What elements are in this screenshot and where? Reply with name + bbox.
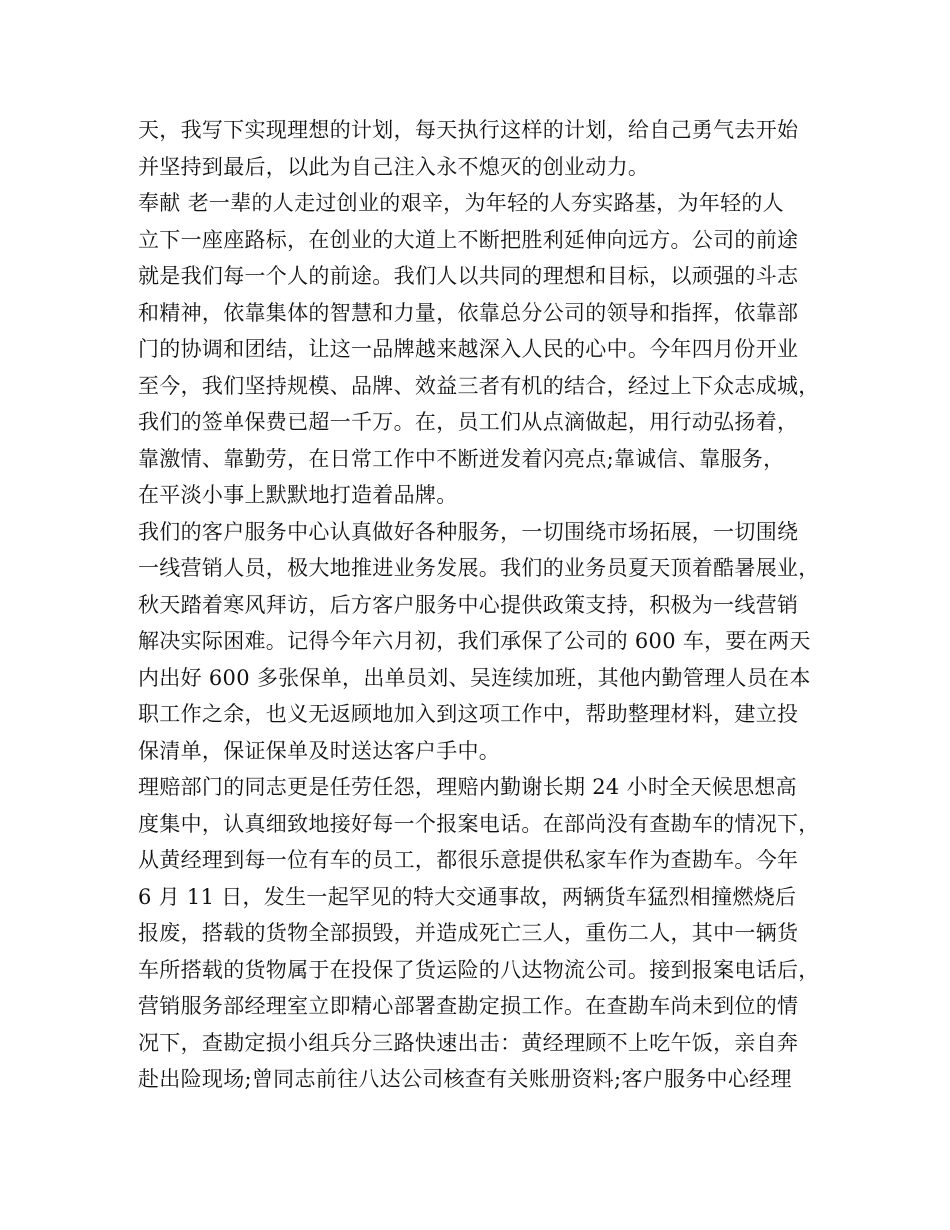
text-line: 就是我们每一个人的前途。我们人以共同的理想和目标，以顽强的斗志 — [138, 264, 799, 288]
text-line: 我们的客户服务中心认真做好各种服务，一切围绕市场拓展，一切围绕 — [138, 519, 799, 544]
text-line: 从黄经理到每一位有车的员工，都很乐意提供私家车作为查勘车。今年 — [138, 848, 799, 872]
text-line: 况下，查勘定损小组兵分三路快速出击：黄经理顾不上吃午饭，亲自奔 — [138, 1030, 799, 1055]
text-line: 奉献 老一辈的人走过创业的艰辛，为年轻的人夯实路基，为年轻的人 — [138, 191, 784, 215]
text-line: 一线营销人员，极大地推进业务发展。我们的业务员夏天顶着酷暑展业， — [138, 556, 820, 580]
text-line: 靠激情、靠勤劳，在日常工作中不断迸发着闪亮点;靠诚信、靠服务， — [138, 446, 785, 471]
text-line: 至今，我们坚持规模、品牌、效益三者有机的结合，经过上下众志成城， — [138, 373, 820, 398]
text-line: 赴出险现场;曾同志前往八达公司核查有关账册资料;客户服务中心经理 — [138, 1067, 792, 1091]
text-line: 在平淡小事上默默地打造着品牌。 — [138, 483, 458, 507]
text-line: 天，我写下实现理想的计划，每天执行这样的计划，给自己勇气去开始 — [138, 118, 799, 142]
text-line: 解决实际困难。记得今年六月初，我们承保了公司的 600 车，要在两天 — [138, 629, 811, 653]
text-line: 门的协调和团结，让这一品牌越来越深入人民的心中。今年四月份开业 — [138, 337, 799, 361]
text-line: 我们的签单保费已超一千万。在，员工们从点滴做起，用行动弘扬着， — [138, 410, 799, 434]
text-line: 和精神，依靠集体的智慧和力量，依靠总分公司的领导和指挥，依靠部 — [138, 300, 799, 325]
text-line: 职工作之余，也义无返顾地加入到这项工作中，帮助整理材料，建立投 — [138, 702, 799, 726]
text-line: 保清单，保证保单及时送达客户手中。 — [138, 738, 501, 763]
text-line: 并坚持到最后，以此为自己注入永不熄灭的创业动力。 — [138, 154, 650, 179]
text-line: 秋天踏着寒风拜访，后方客户服务中心提供政策支持，积极为一线营销 — [138, 592, 799, 617]
text-line: 立下一座座路标，在创业的大道上不断把胜利延伸向远方。公司的前途 — [138, 227, 799, 252]
text-line: 理赔部门的同志更是任劳任怨，理赔内勤谢长期 24 小时全天候思想高 — [138, 775, 797, 799]
text-line: 6 月 11 日，发生一起罕见的特大交通事故，两辆货车猛烈相撞燃烧后 — [138, 884, 797, 909]
text-line: 营销服务部经理室立即精心部署查勘定损工作。在查勘车尚未到位的情 — [138, 994, 799, 1018]
body-text — [138, 112, 828, 1098]
text-line: 内出好 600 多张保单，出单员刘、吴连续加班，其他内勤管理人员在本 — [138, 665, 811, 690]
text-line: 车所搭载的货物属于在投保了货运险的八达物流公司。接到报案电话后， — [138, 957, 820, 982]
text-line: 度集中，认真细致地接好每一个报案电话。在部尚没有查勘车的情况下， — [138, 811, 820, 836]
text-line: 报废，搭载的货物全部损毁，并造成死亡三人，重伤二人，其中一辆货 — [138, 921, 799, 945]
